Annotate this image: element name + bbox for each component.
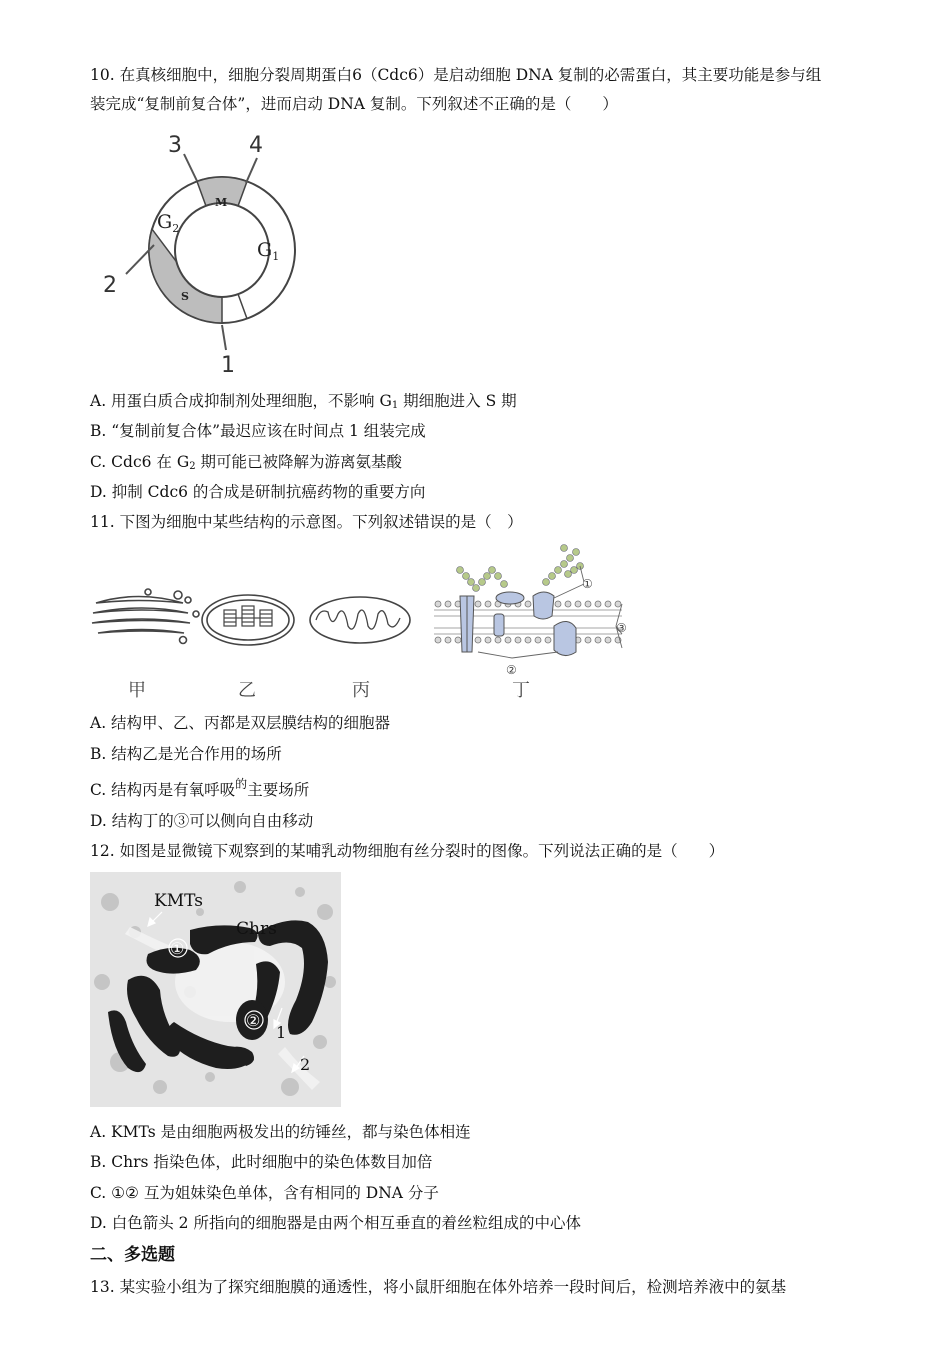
label-1: 1 — [221, 353, 235, 378]
q11-option-b: B. 结构乙是光合作用的场所 — [90, 745, 282, 763]
label-g2: $G_2$ — [157, 211, 180, 235]
q13-stem: 13. 某实验小组为了探究细胞膜的通透性，将小鼠肝细胞在体外培养一段时间后，检测培养液中的氨基 — [90, 1278, 787, 1296]
organelle-figure — [88, 540, 648, 705]
label-3: 3 — [168, 133, 182, 158]
membrane-marker-3: ③ — [616, 621, 627, 635]
micrograph-figure — [90, 872, 341, 1107]
label-4: 4 — [249, 133, 263, 158]
label-yi: 乙 — [238, 680, 256, 701]
q10-option-d: D. 抑制 Cdc6 的合成是研制抗癌药物的重要方向 — [90, 483, 426, 501]
golgi-structure — [92, 589, 199, 644]
label-s: S — [181, 290, 189, 303]
label-kmts: KMTs — [154, 891, 203, 911]
label-2: 2 — [103, 273, 117, 298]
chloroplast-structure — [202, 595, 294, 645]
section-title: 二、多选题 — [90, 1245, 175, 1265]
cell-cycle-inner-ring — [175, 203, 269, 297]
q10-stem-line2: 装完成“复制前复合体”，进而启动 DNA 复制。下列叙述不正确的是（ ） — [90, 95, 618, 113]
q10-option-b: B. “复制前复合体”最迟应该在时间点 1 组装完成 — [90, 422, 426, 440]
label-arrow-1: 1 — [276, 1023, 287, 1042]
q10-option-c: C. Cdc6 在 $G_2$ 期可能已被降解为游离氨基酸 — [90, 453, 403, 472]
label-arrow-2: 2 — [300, 1055, 311, 1074]
q12-option-d: D. 白色箭头 2 所指向的细胞器是由两个相互垂直的着丝粒组成的中心体 — [90, 1214, 581, 1232]
label-ding: 丁 — [512, 680, 530, 701]
q12-stem: 12. 如图是显微镜下观察到的某哺乳动物细胞有丝分裂时的图像。下列说法正确的是（ ） — [90, 842, 725, 860]
micrograph-marker-1: ① — [170, 939, 185, 958]
label-jia: 甲 — [128, 680, 146, 701]
label-chrs: Chrs — [236, 919, 277, 939]
pointer-4 — [246, 158, 257, 183]
membrane-marker-2: ② — [506, 663, 517, 677]
q11-option-d: D. 结构丁的③可以侧向自由移动 — [90, 812, 314, 830]
membrane-marker-1: ① — [582, 577, 593, 591]
label-g1: $G_1$ — [257, 239, 280, 263]
cell-membrane-structure — [434, 545, 627, 678]
q11-option-a: A. 结构甲、乙、丙都是双层膜结构的细胞器 — [90, 714, 391, 732]
pointer-1 — [222, 325, 226, 350]
q10-option-a: A. 用蛋白质合成抑制剂处理细胞，不影响 $G_1$ 期细胞进入 S 期 — [90, 392, 517, 411]
q11-option-c: C. 结构丙是有氧呼吸$^的$主要场所 — [90, 777, 310, 799]
q12-option-c: C. ①② 互为姐妹染色单体，含有相同的 DNA 分子 — [90, 1184, 439, 1202]
q12-option-a: A. KMTs 是由细胞两极发出的纺锤丝，都与染色体相连 — [90, 1123, 471, 1141]
q11-stem: 11. 下图为细胞中某些结构的示意图。下列叙述错误的是（ ） — [90, 513, 523, 531]
q10-stem-line1: 10. 在真核细胞中，细胞分裂周期蛋白6（Cdc6）是启动细胞 DNA 复制的必需蛋白，其主要功能是参与组 — [90, 66, 822, 84]
cell-cycle-diagram — [95, 128, 305, 378]
label-m: M — [215, 196, 228, 209]
micrograph-marker-2: ② — [246, 1011, 261, 1030]
q12-option-b: B. Chrs 指染色体，此时细胞中的染色体数目加倍 — [90, 1153, 433, 1171]
mitochondrion-structure — [310, 597, 410, 643]
pointer-3 — [184, 154, 197, 181]
label-bing: 丙 — [352, 680, 370, 701]
